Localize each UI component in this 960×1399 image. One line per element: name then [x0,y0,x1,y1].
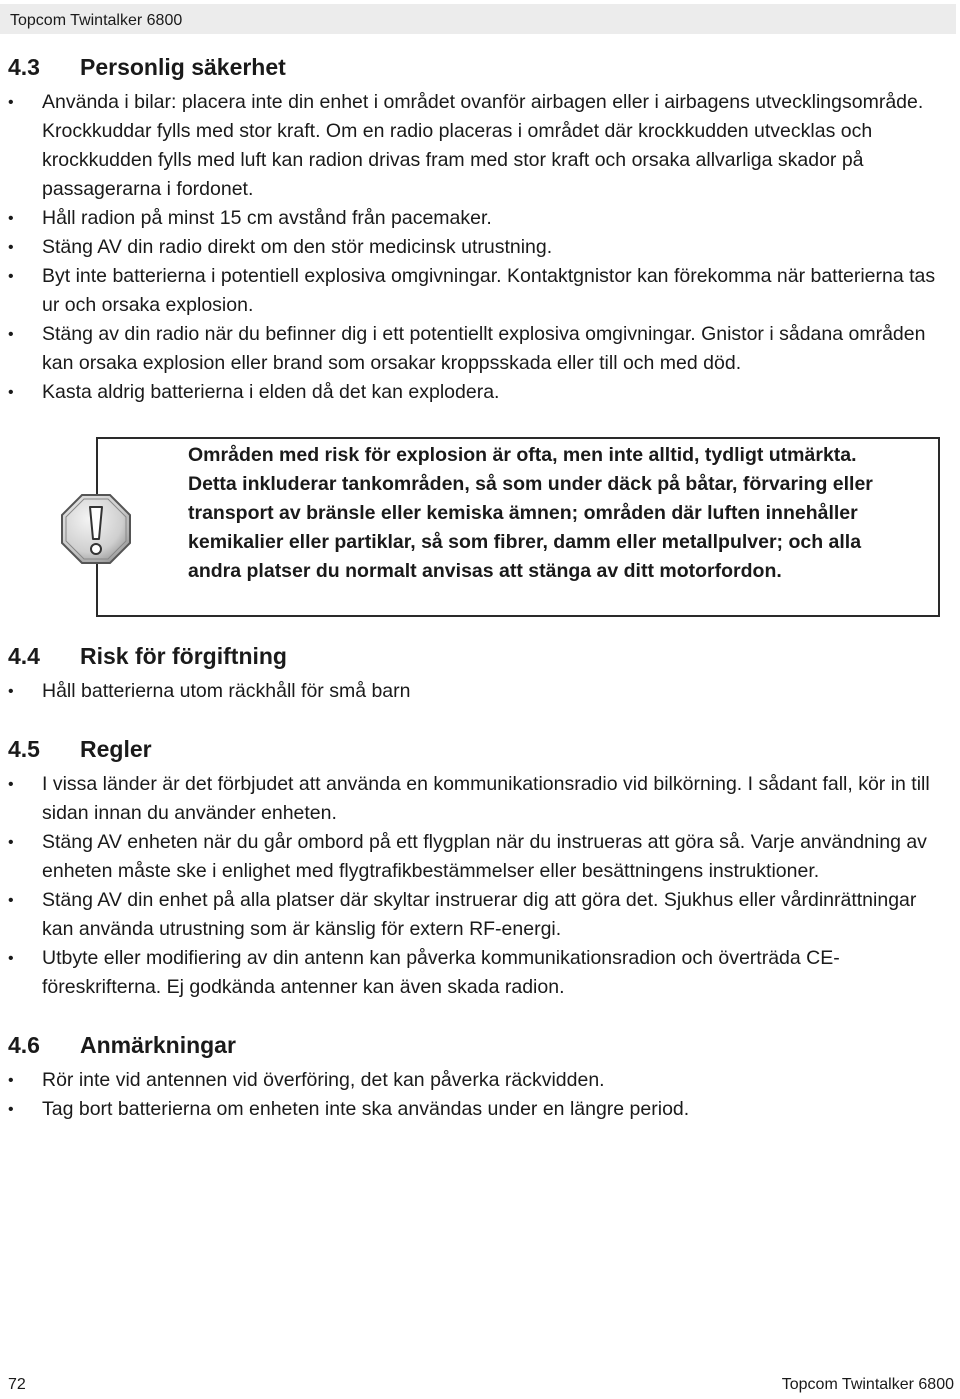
list-item: • Stäng AV din radio direkt om den stör medicinsk utrustning. [8,233,948,262]
bullet-list [8,677,948,706]
section-regulations [8,734,948,1002]
list-item: • Stäng av din radio när du befinner dig i ett potentiellt explosiva omgivningar. Gnistor i sådana områden kan orsaka explosion eller brand som orsakar kroppsskada eller till och med död. [8,320,948,378]
list-item: • Rör inte vid antennen vid överföring, det kan påverka räckvidden. [8,1066,948,1095]
list-item: • Kasta aldrig batterierna i elden då det kan explodera. [8,378,948,407]
warning-text: Områden med risk för explosion är ofta, men inte alltid, tydligt utmärkta. Detta inkluderar tankområden, så som under däck på båtar, förvaring eller transport av bränsle eller kemiska ämnen; områden där luften innehåller kemikalier eller partiklar, så som fibrer, damm eller metallpulver; och alla andra platser du normalt anvisas att stänga av ditt motorfordon. [188,444,873,582]
section-title: Risk för förgiftning [80,643,287,669]
section-number: 4.4 [8,643,40,669]
section-heading [8,1030,948,1060]
section-title: Personlig säkerhet [80,54,286,80]
header-title: Topcom Twintalker 6800 [10,12,183,29]
page-content [8,52,948,1124]
list-item: • Håll batterierna utom räckhåll för små barn [8,677,948,706]
section-number: 4.5 [8,736,40,762]
list-item: • Håll radion på minst 15 cm avstånd från pacemaker. [8,204,948,233]
list-item: • Använda i bilar: placera inte din enhet i området ovanför airbagen eller i airbagens utvecklingsområde. Krockkuddar fylls med stor kraft. Om en radio placeras i området där krockkudden utvecklas och krockkudden fylls med luft kan radion drivas fram med stor kraft och orsaka allvarliga skador på passagerarna i fordonet. [8,88,948,204]
bullet-list [8,1066,948,1124]
section-number: 4.3 [8,54,40,80]
section-title: Anmärkningar [80,1032,236,1058]
list-item: • Tag bort batterierna om enheten inte ska användas under en längre period. [8,1095,948,1124]
warning-exclamation-icon [60,493,132,565]
section-heading [8,52,948,82]
section-heading [8,641,948,671]
section-number: 4.6 [8,1032,40,1058]
list-item: • I vissa länder är det förbjudet att använda en kommunikationsradio vid bilkörning. I sådant fall, kör in till sidan innan du använder enheten. [8,770,948,828]
bullet-list [8,88,948,407]
list-item: • Stäng AV enheten när du går ombord på ett flygplan när du instrueras att göra så. Varje användning av enheten måste ske i enlighet med flygtrafikbestämmelser eller besättningens instruktioner. [8,828,948,886]
warning-box [96,437,940,617]
header-bar [0,4,956,34]
section-poison-risk [8,641,948,706]
list-item: • Byt inte batterierna i potentiell explosiva omgivningar. Kontaktgnistor kan förekomma när batterierna tas ur och orsaka explosion. [8,262,948,320]
section-heading [8,734,948,764]
section-title: Regler [80,736,152,762]
section-personal-safety [8,52,948,407]
section-remarks [8,1030,948,1124]
list-item: • Utbyte eller modifiering av din antenn kan påverka kommunikationsradion och överträda CE-föreskrifterna. Ej godkända antenner kan även skada radion. [8,944,948,1002]
bullet-list [8,770,948,1002]
page-number: 72 [8,1376,26,1393]
footer-product: Topcom Twintalker 6800 [781,1376,954,1393]
list-item: • Stäng AV din enhet på alla platser där skyltar instruerar dig att göra det. Sjukhus eller vårdinrättningar kan använda utrustning som är känslig för extern RF-energi. [8,886,948,944]
